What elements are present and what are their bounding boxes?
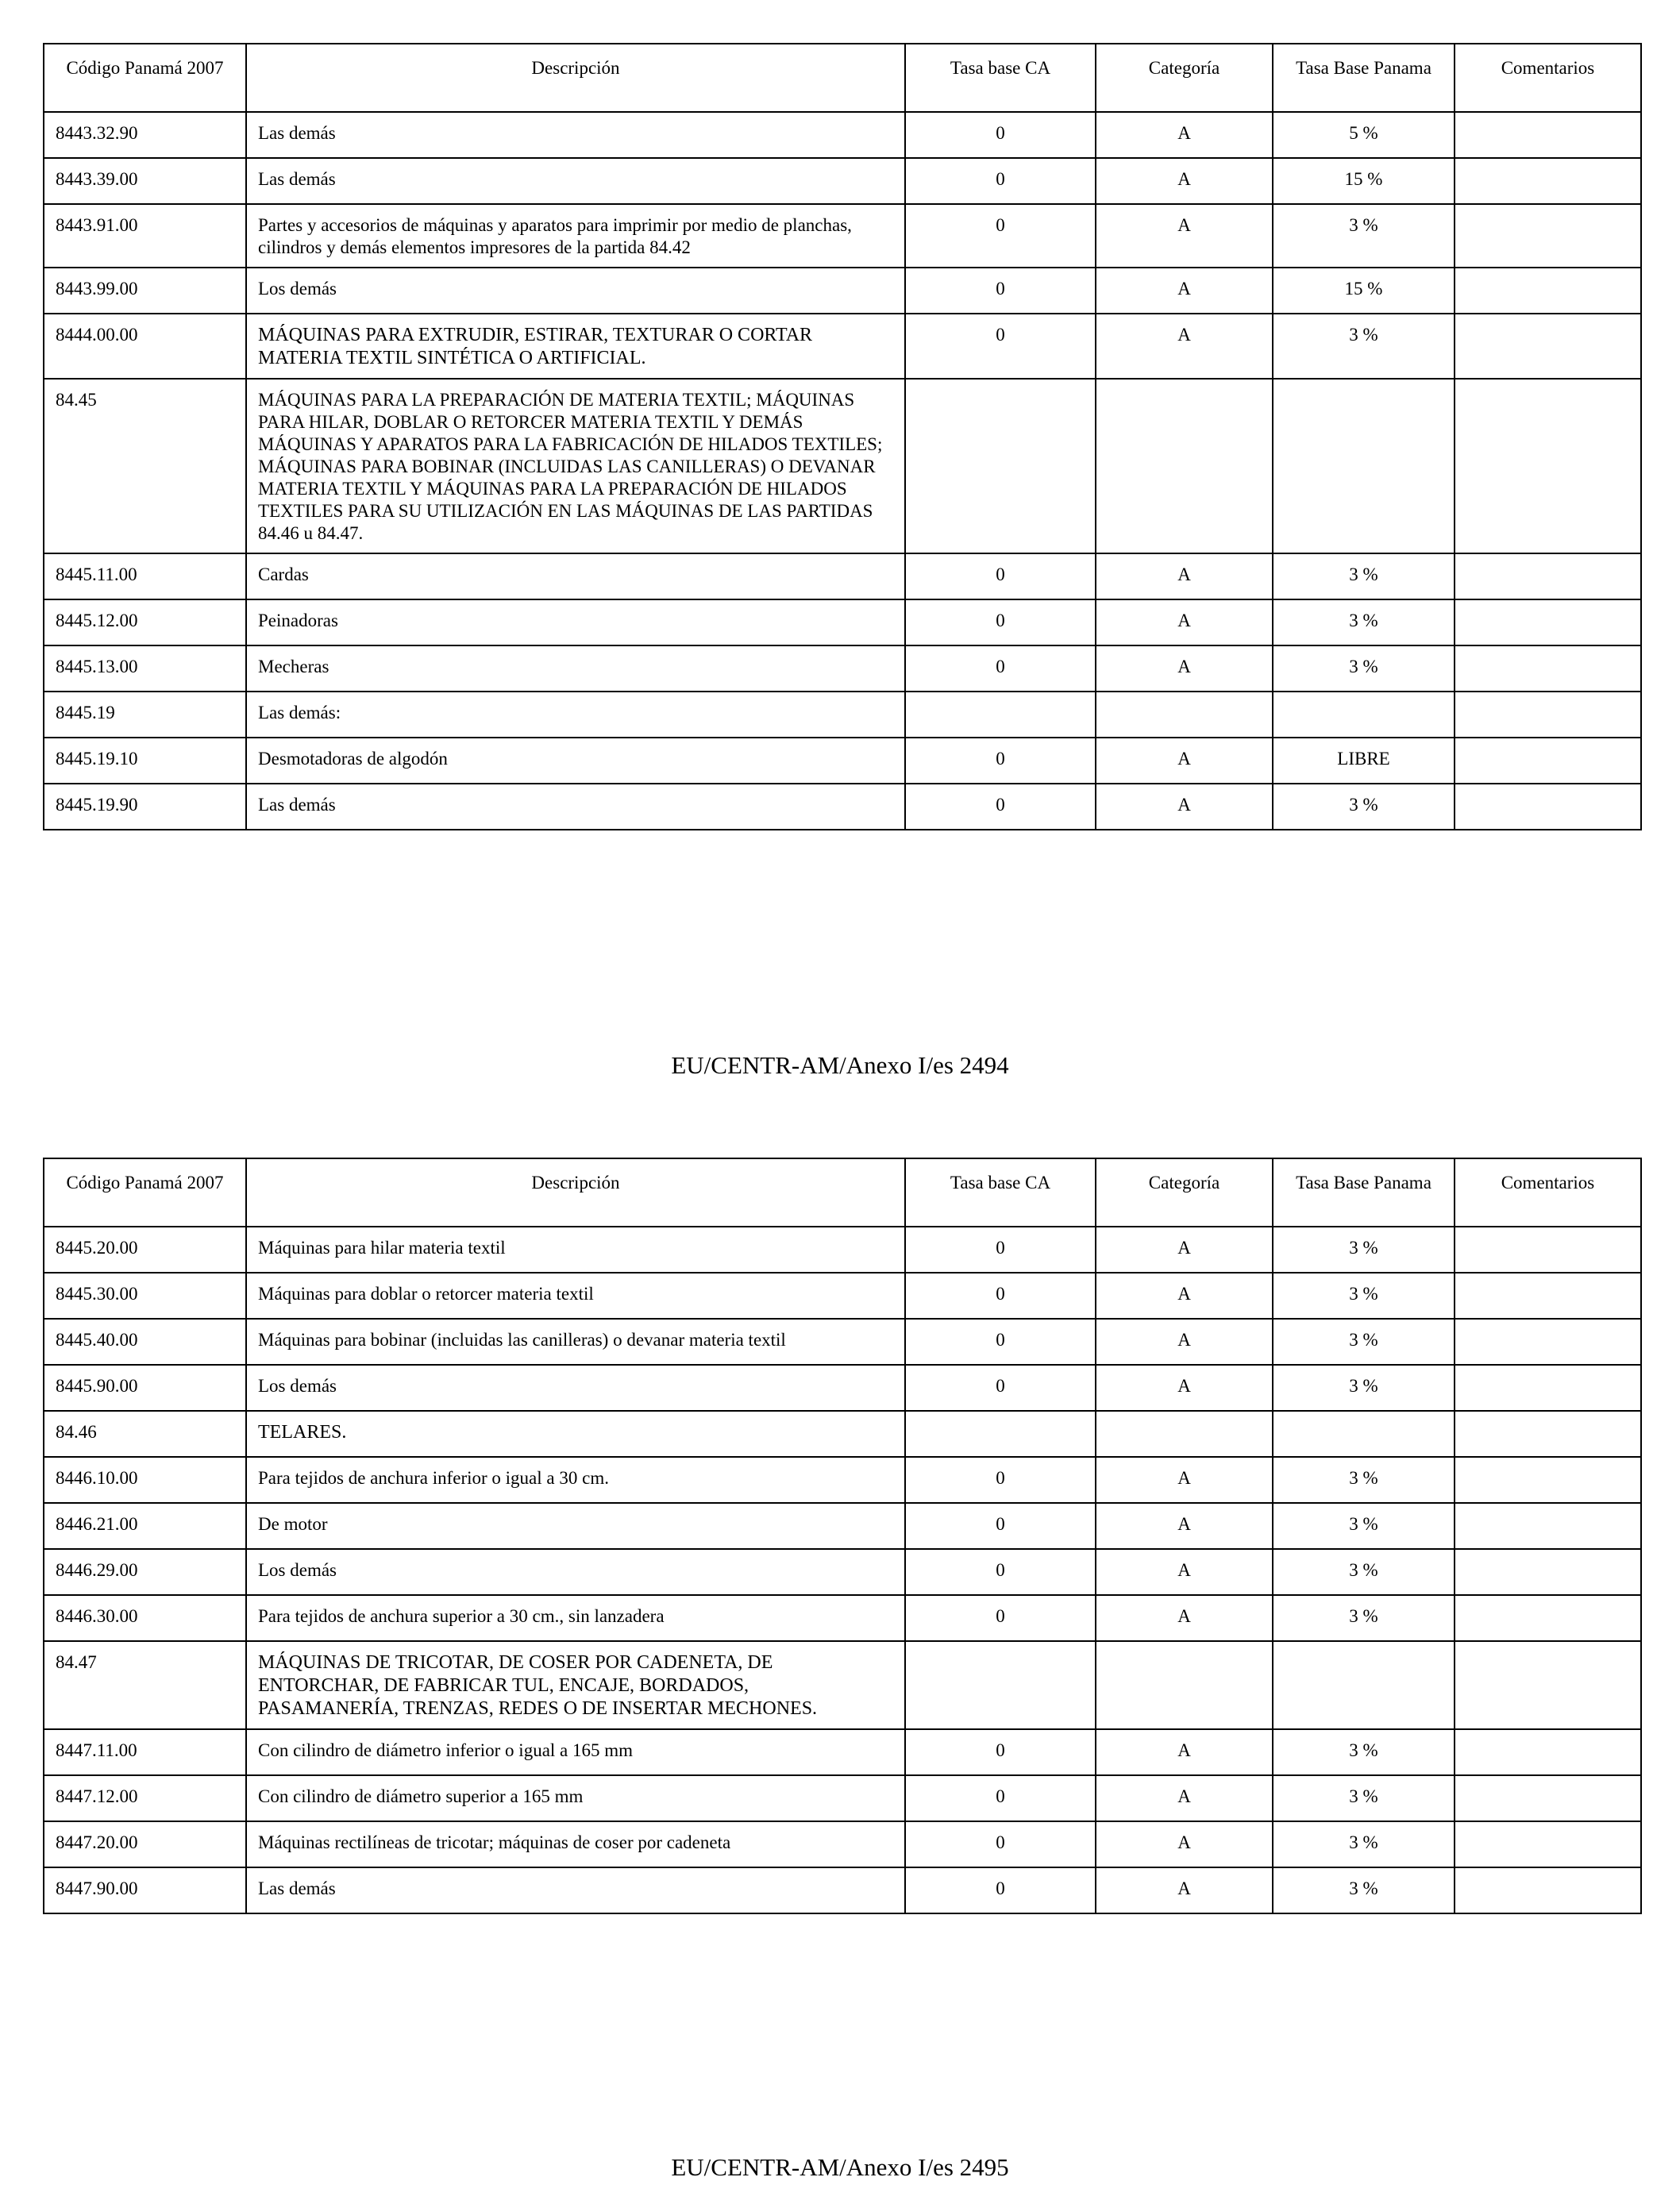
- cell-codigo: 8447.12.00: [44, 1775, 246, 1821]
- table-row: [44, 268, 1641, 314]
- cell-categoria: A: [1096, 1821, 1273, 1867]
- cell-categoria: A: [1096, 1595, 1273, 1641]
- cell-comentarios: [1455, 599, 1641, 645]
- cell-tasa-base-panama: 3 %: [1273, 553, 1455, 599]
- cell-categoria: A: [1096, 1549, 1273, 1595]
- cell-codigo: 8447.11.00: [44, 1729, 246, 1775]
- cell-comentarios: [1455, 314, 1641, 379]
- cell-comentarios: [1455, 1867, 1641, 1913]
- table-row: [44, 1227, 1641, 1273]
- cell-comentarios: [1455, 379, 1641, 553]
- cell-tasa-base-ca: 0: [905, 1775, 1096, 1821]
- cell-codigo: 8445.11.00: [44, 553, 246, 599]
- cell-descripcion: Los demás: [246, 1365, 905, 1411]
- cell-tasa-base-ca: 0: [905, 1549, 1096, 1595]
- cell-tasa-base-ca: 0: [905, 1595, 1096, 1641]
- cell-tasa-base-ca: 0: [905, 738, 1096, 784]
- table-row: [44, 599, 1641, 645]
- header-codigo: Código Panamá 2007: [44, 44, 246, 112]
- cell-codigo: 8445.19.10: [44, 738, 246, 784]
- cell-comentarios: [1455, 1775, 1641, 1821]
- cell-tasa-base-panama: [1273, 379, 1455, 553]
- table-row: [44, 204, 1641, 268]
- cell-codigo: 8443.91.00: [44, 204, 246, 268]
- table-row: [44, 1411, 1641, 1457]
- cell-codigo: 8447.20.00: [44, 1821, 246, 1867]
- cell-tasa-base-panama: 5 %: [1273, 112, 1455, 158]
- cell-comentarios: [1455, 1227, 1641, 1273]
- cell-codigo: 8443.32.90: [44, 112, 246, 158]
- cell-tasa-base-panama: 15 %: [1273, 158, 1455, 204]
- cell-tasa-base-panama: 3 %: [1273, 204, 1455, 268]
- cell-categoria: A: [1096, 158, 1273, 204]
- header-categoria: Categoría: [1096, 1158, 1273, 1227]
- cell-tasa-base-panama: [1273, 1411, 1455, 1457]
- cell-tasa-base-panama: 3 %: [1273, 1821, 1455, 1867]
- header-tasa-base-ca: Tasa base CA: [905, 44, 1096, 112]
- cell-categoria: A: [1096, 1775, 1273, 1821]
- tariff-table-page-1: [43, 43, 1642, 830]
- cell-comentarios: [1455, 1365, 1641, 1411]
- cell-comentarios: [1455, 553, 1641, 599]
- cell-tasa-base-ca: 0: [905, 784, 1096, 830]
- cell-descripcion: Peinadoras: [246, 599, 905, 645]
- table-row: [44, 1503, 1641, 1549]
- cell-descripcion: Para tejidos de anchura inferior o igual a 30 cm.: [246, 1457, 905, 1503]
- cell-tasa-base-ca: 0: [905, 645, 1096, 692]
- cell-codigo: 8445.13.00: [44, 645, 246, 692]
- cell-descripcion: Máquinas rectilíneas de tricotar; máquinas de coser por cadeneta: [246, 1821, 905, 1867]
- cell-tasa-base-ca: [905, 692, 1096, 738]
- table-row: [44, 645, 1641, 692]
- cell-codigo: 8444.00.00: [44, 314, 246, 379]
- header-descripcion: Descripción: [246, 1158, 905, 1227]
- cell-descripcion: Los demás: [246, 268, 905, 314]
- cell-categoria: A: [1096, 553, 1273, 599]
- cell-comentarios: [1455, 1641, 1641, 1729]
- cell-descripcion: Máquinas para doblar o retorcer materia textil: [246, 1273, 905, 1319]
- cell-comentarios: [1455, 1821, 1641, 1867]
- cell-categoria: A: [1096, 1729, 1273, 1775]
- cell-tasa-base-panama: [1273, 1641, 1455, 1729]
- cell-descripcion: Con cilindro de diámetro inferior o igual a 165 mm: [246, 1729, 905, 1775]
- cell-comentarios: [1455, 738, 1641, 784]
- table-row: [44, 1867, 1641, 1913]
- cell-tasa-base-panama: 3 %: [1273, 645, 1455, 692]
- cell-categoria: A: [1096, 599, 1273, 645]
- cell-tasa-base-panama: 3 %: [1273, 1729, 1455, 1775]
- table-row: [44, 738, 1641, 784]
- cell-tasa-base-ca: [905, 379, 1096, 553]
- table-row: [44, 784, 1641, 830]
- cell-categoria: A: [1096, 784, 1273, 830]
- cell-codigo: 8446.29.00: [44, 1549, 246, 1595]
- cell-tasa-base-panama: 3 %: [1273, 784, 1455, 830]
- header-comentarios: Comentarios: [1455, 1158, 1641, 1227]
- cell-tasa-base-panama: 3 %: [1273, 1867, 1455, 1913]
- cell-tasa-base-panama: 3 %: [1273, 1595, 1455, 1641]
- cell-descripcion: Las demás: [246, 158, 905, 204]
- header-descripcion: Descripción: [246, 44, 905, 112]
- cell-descripcion: Máquinas para bobinar (incluidas las canilleras) o devanar materia textil: [246, 1319, 905, 1365]
- table-row: [44, 158, 1641, 204]
- cell-tasa-base-ca: 0: [905, 1503, 1096, 1549]
- cell-codigo: 8446.30.00: [44, 1595, 246, 1641]
- cell-codigo: 8445.30.00: [44, 1273, 246, 1319]
- cell-codigo: 8443.39.00: [44, 158, 246, 204]
- cell-tasa-base-panama: 3 %: [1273, 1273, 1455, 1319]
- table-row: [44, 112, 1641, 158]
- table-row: [44, 1365, 1641, 1411]
- cell-categoria: [1096, 1641, 1273, 1729]
- cell-comentarios: [1455, 1549, 1641, 1595]
- table-row: [44, 314, 1641, 379]
- header-categoria: Categoría: [1096, 44, 1273, 112]
- cell-tasa-base-ca: 0: [905, 1365, 1096, 1411]
- cell-descripcion: MÁQUINAS DE TRICOTAR, DE COSER POR CADENETA, DE ENTORCHAR, DE FABRICAR TUL, ENCAJE, BORDADOS, PASAMANERÍA, TRENZAS, REDES O DE INSERTAR MECHONES.: [246, 1641, 905, 1729]
- cell-tasa-base-ca: 0: [905, 1319, 1096, 1365]
- cell-comentarios: [1455, 204, 1641, 268]
- cell-categoria: A: [1096, 112, 1273, 158]
- cell-codigo: 84.45: [44, 379, 246, 553]
- table-row: [44, 1319, 1641, 1365]
- cell-tasa-base-ca: 0: [905, 1273, 1096, 1319]
- table-row: [44, 1821, 1641, 1867]
- cell-comentarios: [1455, 112, 1641, 158]
- cell-codigo: 84.47: [44, 1641, 246, 1729]
- cell-codigo: 8446.10.00: [44, 1457, 246, 1503]
- cell-categoria: A: [1096, 314, 1273, 379]
- cell-comentarios: [1455, 1503, 1641, 1549]
- cell-tasa-base-ca: 0: [905, 268, 1096, 314]
- cell-codigo: 8445.19.90: [44, 784, 246, 830]
- cell-tasa-base-panama: 15 %: [1273, 268, 1455, 314]
- cell-categoria: A: [1096, 1273, 1273, 1319]
- cell-categoria: A: [1096, 204, 1273, 268]
- table-row: [44, 1595, 1641, 1641]
- cell-descripcion: Las demás: [246, 112, 905, 158]
- table-row: [44, 1729, 1641, 1775]
- cell-tasa-base-ca: 0: [905, 1821, 1096, 1867]
- cell-descripcion: Mecheras: [246, 645, 905, 692]
- header-comentarios: Comentarios: [1455, 44, 1641, 112]
- cell-categoria: A: [1096, 1867, 1273, 1913]
- cell-categoria: [1096, 1411, 1273, 1457]
- table-row: [44, 692, 1641, 738]
- cell-descripcion: Máquinas para hilar materia textil: [246, 1227, 905, 1273]
- page-footer-2495: EU/CENTR-AM/Anexo I/es 2495: [671, 2153, 1009, 2181]
- cell-descripcion: MÁQUINAS PARA EXTRUDIR, ESTIRAR, TEXTURAR O CORTAR MATERIA TEXTIL SINTÉTICA O ARTIFICIAL.: [246, 314, 905, 379]
- cell-tasa-base-ca: 0: [905, 314, 1096, 379]
- cell-descripcion: Desmotadoras de algodón: [246, 738, 905, 784]
- cell-codigo: 8445.20.00: [44, 1227, 246, 1273]
- cell-descripcion: Partes y accesorios de máquinas y aparatos para imprimir por medio de planchas, cilindros y demás elementos impresores de la partida 84.42: [246, 204, 905, 268]
- cell-codigo: 8445.90.00: [44, 1365, 246, 1411]
- cell-descripcion: Las demás: [246, 1867, 905, 1913]
- cell-descripcion: Cardas: [246, 553, 905, 599]
- page-footer-2494: EU/CENTR-AM/Anexo I/es 2494: [671, 1051, 1009, 1079]
- cell-tasa-base-panama: [1273, 692, 1455, 738]
- cell-categoria: [1096, 692, 1273, 738]
- cell-tasa-base-panama: LIBRE: [1273, 738, 1455, 784]
- cell-tasa-base-ca: 0: [905, 1729, 1096, 1775]
- table-row: [44, 1273, 1641, 1319]
- cell-categoria: A: [1096, 268, 1273, 314]
- cell-codigo: 8445.40.00: [44, 1319, 246, 1365]
- cell-comentarios: [1455, 158, 1641, 204]
- cell-codigo: 8445.19: [44, 692, 246, 738]
- cell-codigo: 84.46: [44, 1411, 246, 1457]
- cell-tasa-base-ca: 0: [905, 158, 1096, 204]
- cell-tasa-base-panama: 3 %: [1273, 1775, 1455, 1821]
- table-row: [44, 1641, 1641, 1729]
- cell-categoria: A: [1096, 1457, 1273, 1503]
- cell-comentarios: [1455, 268, 1641, 314]
- table-row: [44, 379, 1641, 553]
- cell-categoria: A: [1096, 1365, 1273, 1411]
- cell-descripcion: Con cilindro de diámetro superior a 165 mm: [246, 1775, 905, 1821]
- cell-codigo: 8447.90.00: [44, 1867, 246, 1913]
- cell-comentarios: [1455, 692, 1641, 738]
- cell-codigo: 8445.12.00: [44, 599, 246, 645]
- table-row: [44, 1549, 1641, 1595]
- cell-tasa-base-panama: 3 %: [1273, 1365, 1455, 1411]
- cell-tasa-base-ca: 0: [905, 553, 1096, 599]
- cell-categoria: A: [1096, 645, 1273, 692]
- cell-comentarios: [1455, 1411, 1641, 1457]
- table-row: [44, 1775, 1641, 1821]
- table-row: [44, 1457, 1641, 1503]
- cell-tasa-base-ca: 0: [905, 1867, 1096, 1913]
- cell-descripcion: Los demás: [246, 1549, 905, 1595]
- cell-codigo: 8446.21.00: [44, 1503, 246, 1549]
- cell-tasa-base-ca: 0: [905, 1227, 1096, 1273]
- cell-descripcion: Las demás:: [246, 692, 905, 738]
- header-codigo: Código Panamá 2007: [44, 1158, 246, 1227]
- cell-tasa-base-ca: 0: [905, 112, 1096, 158]
- cell-tasa-base-panama: 3 %: [1273, 1503, 1455, 1549]
- cell-descripcion: De motor: [246, 1503, 905, 1549]
- cell-tasa-base-panama: 3 %: [1273, 314, 1455, 379]
- cell-comentarios: [1455, 1595, 1641, 1641]
- header-tasa-base-ca: Tasa base CA: [905, 1158, 1096, 1227]
- cell-descripcion: MÁQUINAS PARA LA PREPARACIÓN DE MATERIA TEXTIL; MÁQUINAS PARA HILAR, DOBLAR O RETORCER MATERIA TEXTIL Y DEMÁS MÁQUINAS Y APARATOS PARA LA FABRICACIÓN DE HILADOS TEXTILES; MÁQUINAS PARA BOBINAR (INCLUIDAS LAS CANILLERAS) O DEVANAR MATERIA TEXTIL Y MÁQUINAS PARA LA PREPARACIÓN DE HILADOS TEXTILES PARA SU UTILIZACIÓN EN LAS MÁQUINAS DE LAS PARTIDAS 84.46 u 84.47.: [246, 379, 905, 553]
- cell-comentarios: [1455, 784, 1641, 830]
- cell-comentarios: [1455, 1319, 1641, 1365]
- header-tasa-base-panama: Tasa Base Panama: [1273, 44, 1455, 112]
- cell-tasa-base-panama: 3 %: [1273, 599, 1455, 645]
- cell-descripcion: Las demás: [246, 784, 905, 830]
- cell-tasa-base-ca: [905, 1411, 1096, 1457]
- cell-categoria: [1096, 379, 1273, 553]
- cell-comentarios: [1455, 645, 1641, 692]
- cell-tasa-base-ca: [905, 1641, 1096, 1729]
- table-row: [44, 553, 1641, 599]
- cell-tasa-base-panama: 3 %: [1273, 1549, 1455, 1595]
- cell-comentarios: [1455, 1457, 1641, 1503]
- cell-descripcion: Para tejidos de anchura superior a 30 cm., sin lanzadera: [246, 1595, 905, 1641]
- cell-tasa-base-ca: 0: [905, 204, 1096, 268]
- cell-tasa-base-ca: 0: [905, 1457, 1096, 1503]
- cell-tasa-base-ca: 0: [905, 599, 1096, 645]
- cell-comentarios: [1455, 1729, 1641, 1775]
- cell-tasa-base-panama: 3 %: [1273, 1457, 1455, 1503]
- cell-descripcion: TELARES.: [246, 1411, 905, 1457]
- cell-categoria: A: [1096, 1319, 1273, 1365]
- header-tasa-base-panama: Tasa Base Panama: [1273, 1158, 1455, 1227]
- cell-categoria: A: [1096, 1503, 1273, 1549]
- cell-tasa-base-panama: 3 %: [1273, 1227, 1455, 1273]
- cell-categoria: A: [1096, 738, 1273, 784]
- cell-categoria: A: [1096, 1227, 1273, 1273]
- tariff-table-page-2: [43, 1158, 1642, 1914]
- cell-tasa-base-panama: 3 %: [1273, 1319, 1455, 1365]
- cell-comentarios: [1455, 1273, 1641, 1319]
- cell-codigo: 8443.99.00: [44, 268, 246, 314]
